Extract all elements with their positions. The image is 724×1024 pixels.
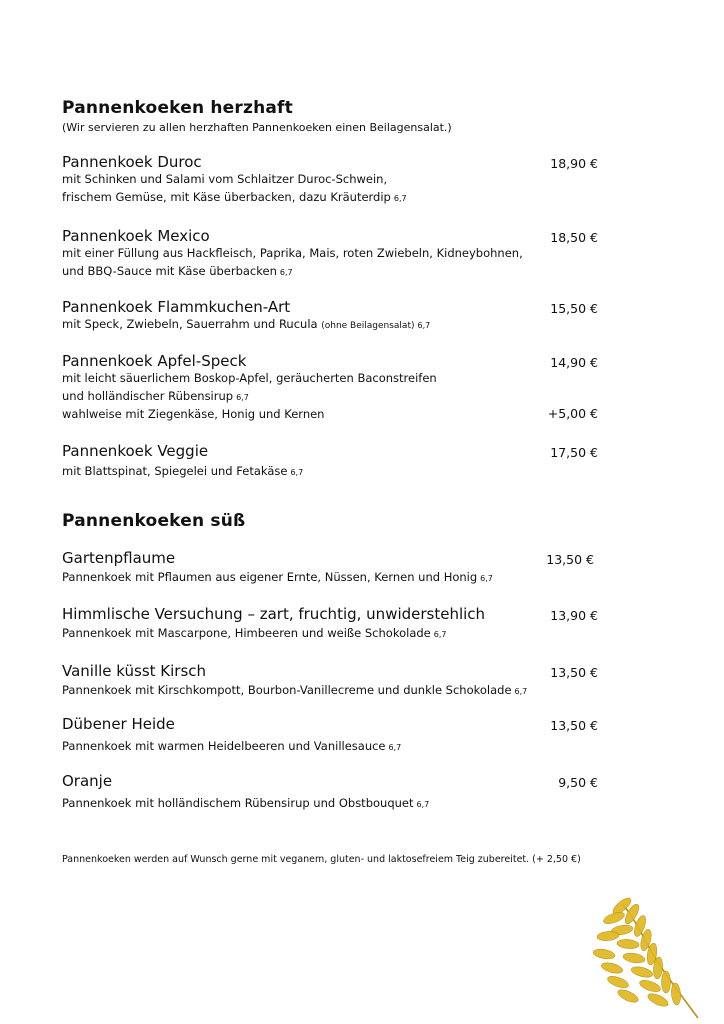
leaf [600, 961, 624, 975]
item-name: Pannenkoek Apfel-Speck [62, 352, 247, 370]
menu-item [62, 352, 662, 424]
item-description: Pannenkoek mit Mascarpone, Himbeeren und weiße Schokolade 6,7 [62, 626, 447, 640]
allergen-code: 6,7 [393, 193, 407, 203]
leaf [646, 991, 670, 1008]
allergen-code: 6,7 [236, 392, 249, 402]
item-name: Pannenkoek Duroc [62, 153, 202, 171]
allergen-code: 6,7 [433, 630, 447, 639]
menu-item [62, 153, 662, 207]
item-note: (ohne Beilagensalat) [321, 321, 415, 331]
item-name: Pannenkoek Mexico [62, 227, 210, 245]
leaf [617, 939, 640, 950]
item-price: 13,50 € [546, 552, 594, 567]
item-price: 13,50 € [550, 718, 598, 733]
item-price: 14,90 € [550, 355, 598, 370]
leaf [662, 971, 671, 993]
menu-item [62, 662, 662, 701]
item-description: mit Speck, Zwiebeln, Sauerrahm und Rucula (ohne Beilagensalat) 6,7 [62, 317, 431, 331]
allergen-code: 6,7 [279, 267, 293, 277]
leaf [606, 974, 630, 990]
menu-item [62, 715, 662, 757]
allergen-code: 6,7 [514, 687, 528, 696]
menu-item [62, 549, 662, 588]
item-description: Pannenkoek mit warmen Heidelbeeren und Vanillesauce 6,7 [62, 739, 402, 753]
item-description: mit leicht säuerlichem Boskop-Apfel, geräucherten Baconstreifen und holländischer Rübensirup 6,7 wahlweise mit Ziegenkäse, Honig und Kernen [62, 370, 662, 424]
item-name: Himmlische Versuchung – zart, fruchtig, unwiderstehlich [62, 605, 486, 623]
item-name: Pannenkoek Flammkuchen-Art [62, 298, 291, 316]
item-name: Dübener Heide [62, 715, 175, 733]
section-intro-hearty: (Wir servieren zu allen herzhaften Pannenkoeken einen Beilagensalat.) [62, 121, 452, 134]
leaf-group [592, 896, 698, 1018]
leaf [592, 948, 615, 961]
allergen-code: 6,7 [290, 468, 304, 477]
menu-item [62, 772, 662, 814]
menu-item [62, 227, 662, 281]
item-name: Oranje [62, 772, 113, 790]
section-title-hearty: Pannenkoeken herzhaft [62, 98, 293, 118]
leaf [638, 978, 662, 994]
item-price: 17,50 € [550, 445, 598, 460]
item-price: 13,50 € [550, 665, 598, 680]
item-description: Pannenkoek mit Kirschkompott, Bourbon-Vanillecreme und dunkle Schokolade 6,7 [62, 683, 528, 697]
leaf [671, 983, 682, 1006]
item-addon: wahlweise mit Ziegenkäse, Honig und Kernen [62, 407, 325, 421]
section-title-sweet: Pannenkoeken süß [62, 511, 246, 531]
leaf [616, 987, 640, 1004]
allergen-code: 6,7 [417, 321, 431, 330]
item-description: mit Blattspinat, Spiegelei und Fetakäse 6,7 [62, 464, 304, 478]
item-description: Pannenkoek mit holländischem Rübensirup und Obstbouquet 6,7 [62, 796, 430, 810]
item-price: 18,50 € [550, 230, 598, 245]
menu-item [62, 298, 662, 336]
item-price: 13,90 € [550, 608, 598, 623]
menu-item [62, 605, 662, 644]
yellow-leaf-branch-icon [588, 896, 708, 1024]
item-price: 18,90 € [550, 156, 598, 171]
item-description: mit einer Füllung aus Hackfleisch, Paprika, Mais, roten Zwiebeln, Kidneybohnen, und BBQ-Sauce mit Käse überbacken 6,7 [62, 246, 523, 278]
item-name: Pannenkoek Veggie [62, 442, 209, 460]
allergen-code: 6,7 [416, 800, 430, 809]
menu-item [62, 442, 662, 482]
item-name: Gartenpflaume [62, 549, 176, 567]
leaf [597, 931, 620, 942]
leaf [622, 952, 645, 965]
leaf [630, 965, 654, 979]
item-description: Pannenkoek mit Pflaumen aus eigener Ernte, Nüssen, Kernen und Honig 6,7 [62, 570, 493, 584]
item-name: Vanille küsst Kirsch [62, 662, 207, 680]
item-description: mit Schinken und Salami vom Schlaitzer Duroc-Schwein, frischem Gemüse, mit Käse überbacken, dazu Kräuterdip 6,7 [62, 172, 407, 204]
addon-price: +5,00 € [547, 406, 598, 421]
allergen-code: 6,7 [388, 743, 402, 752]
item-price: 9,50 € [558, 775, 598, 790]
item-price: 15,50 € [550, 301, 598, 316]
footer-note: Pannenkoeken werden auf Wunsch gerne mit veganem, gluten- und laktosefreiem Teig zubereitet. (+ 2,50 €) [62, 854, 581, 865]
allergen-code: 6,7 [480, 574, 493, 583]
